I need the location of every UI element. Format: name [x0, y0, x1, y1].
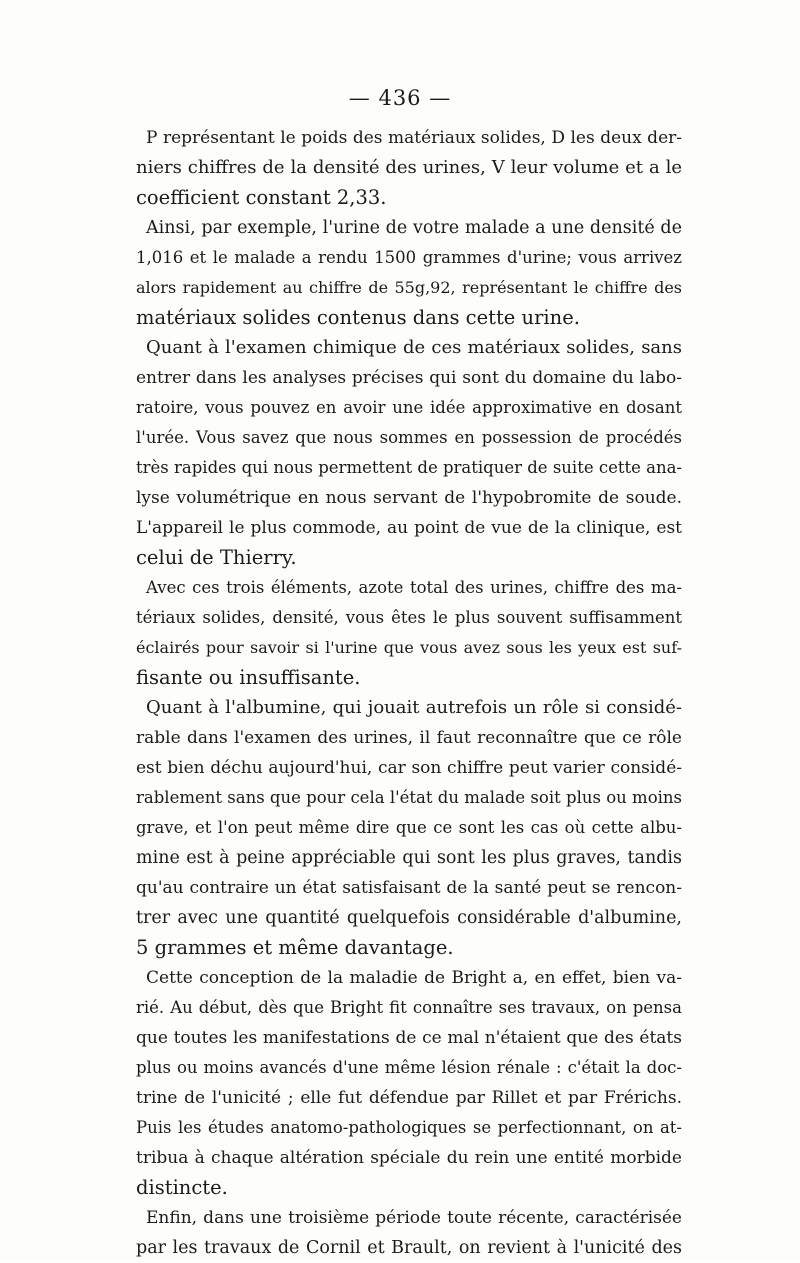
text-line: trer avec une quantité quelquefois considérable d'albumine,	[136, 908, 682, 928]
text-line: plus ou moins avancés d'une même lésion rénale : c'était la doc-	[136, 1058, 682, 1077]
text-line: qu'au contraire un état satisfaisant de la santé peut se rencon-	[136, 878, 682, 898]
text-line: matériaux solides contenus dans cette urine.	[136, 306, 580, 329]
text-line: P représentant le poids des matériaux solides, D les deux der-	[146, 128, 682, 148]
text-line: mine est à peine appréciable qui sont les plus graves, tandis	[136, 848, 682, 868]
text-line: 1,016 et le malade a rendu 1500 grammes d'urine; vous arrivez	[136, 248, 682, 267]
text-line: rié. Au début, dès que Bright fit connaître ses travaux, on pensa	[136, 998, 682, 1017]
page-number: — 436 —	[348, 86, 452, 110]
text-line: tribua à chaque altération spéciale du rein une entité morbide	[136, 1148, 682, 1168]
text-line: distincte.	[136, 1176, 228, 1199]
text-line: alors rapidement au chiffre de 55g,92, représentant le chiffre des	[136, 278, 682, 297]
text-line: Puis les études anatomo-pathologiques se perfectionnant, on at-	[136, 1118, 682, 1137]
text-line: coefficient constant 2,33.	[136, 186, 387, 209]
text-line: Enfin, dans une troisième période toute récente, caractérisée	[146, 1208, 682, 1228]
text-line: l'urée. Vous savez que nous sommes en possession de procédés	[136, 428, 682, 447]
text-line: rable dans l'examen des urines, il faut reconnaître que ce rôle	[136, 728, 682, 748]
text-line: grave, et l'on peut même dire que ce sont les cas où cette albu-	[136, 818, 682, 837]
text-line: Avec ces trois éléments, azote total des urines, chiffre des ma-	[146, 578, 682, 597]
text-line: par les travaux de Cornil et Brault, on revient à l'unicité des	[136, 1238, 682, 1258]
text-line: Cette conception de la maladie de Bright a, en effet, bien va-	[146, 968, 682, 988]
text-line: Quant à l'examen chimique de ces matériaux solides, sans	[146, 337, 682, 358]
text-line: que toutes les manifestations de ce mal n'étaient que des états	[136, 1028, 682, 1048]
text-line: lyse volumétrique en nous servant de l'hypobromite de soude.	[136, 488, 682, 508]
body-text	[136, 123, 682, 1263]
text-line: est bien déchu aujourd'hui, car son chiffre peut varier considé-	[136, 758, 682, 778]
text-line: celui de Thierry.	[136, 546, 297, 569]
text-line: 5 grammes et même davantage.	[136, 936, 454, 959]
text-line: entrer dans les analyses précises qui sont du domaine du labo-	[136, 368, 682, 388]
text-line: rablement sans que pour cela l'état du malade soit plus ou moins	[136, 788, 682, 807]
text-line: tériaux solides, densité, vous êtes le plus souvent suffisamment	[136, 608, 682, 627]
text-line: très rapides qui nous permettent de pratiquer de suite cette ana-	[136, 458, 682, 477]
text-line: L'appareil le plus commode, au point de vue de la clinique, est	[136, 518, 682, 538]
text-line: Quant à l'albumine, qui jouait autrefois un rôle si considé-	[146, 697, 682, 718]
text-line: trine de l'unicité ; elle fut défendue par Rillet et par Frérichs.	[136, 1088, 682, 1108]
text-line: éclairés pour savoir si l'urine que vous avez sous les yeux est suf-	[136, 638, 682, 657]
text-line: Ainsi, par exemple, l'urine de votre malade a une densité de	[146, 218, 682, 238]
text-line: fisante ou insuffisante.	[136, 666, 361, 689]
text-line: ratoire, vous pouvez en avoir une idée approximative en dosant	[136, 398, 682, 417]
text-line: niers chiffres de la densité des urines, V leur volume et a le	[136, 157, 682, 178]
